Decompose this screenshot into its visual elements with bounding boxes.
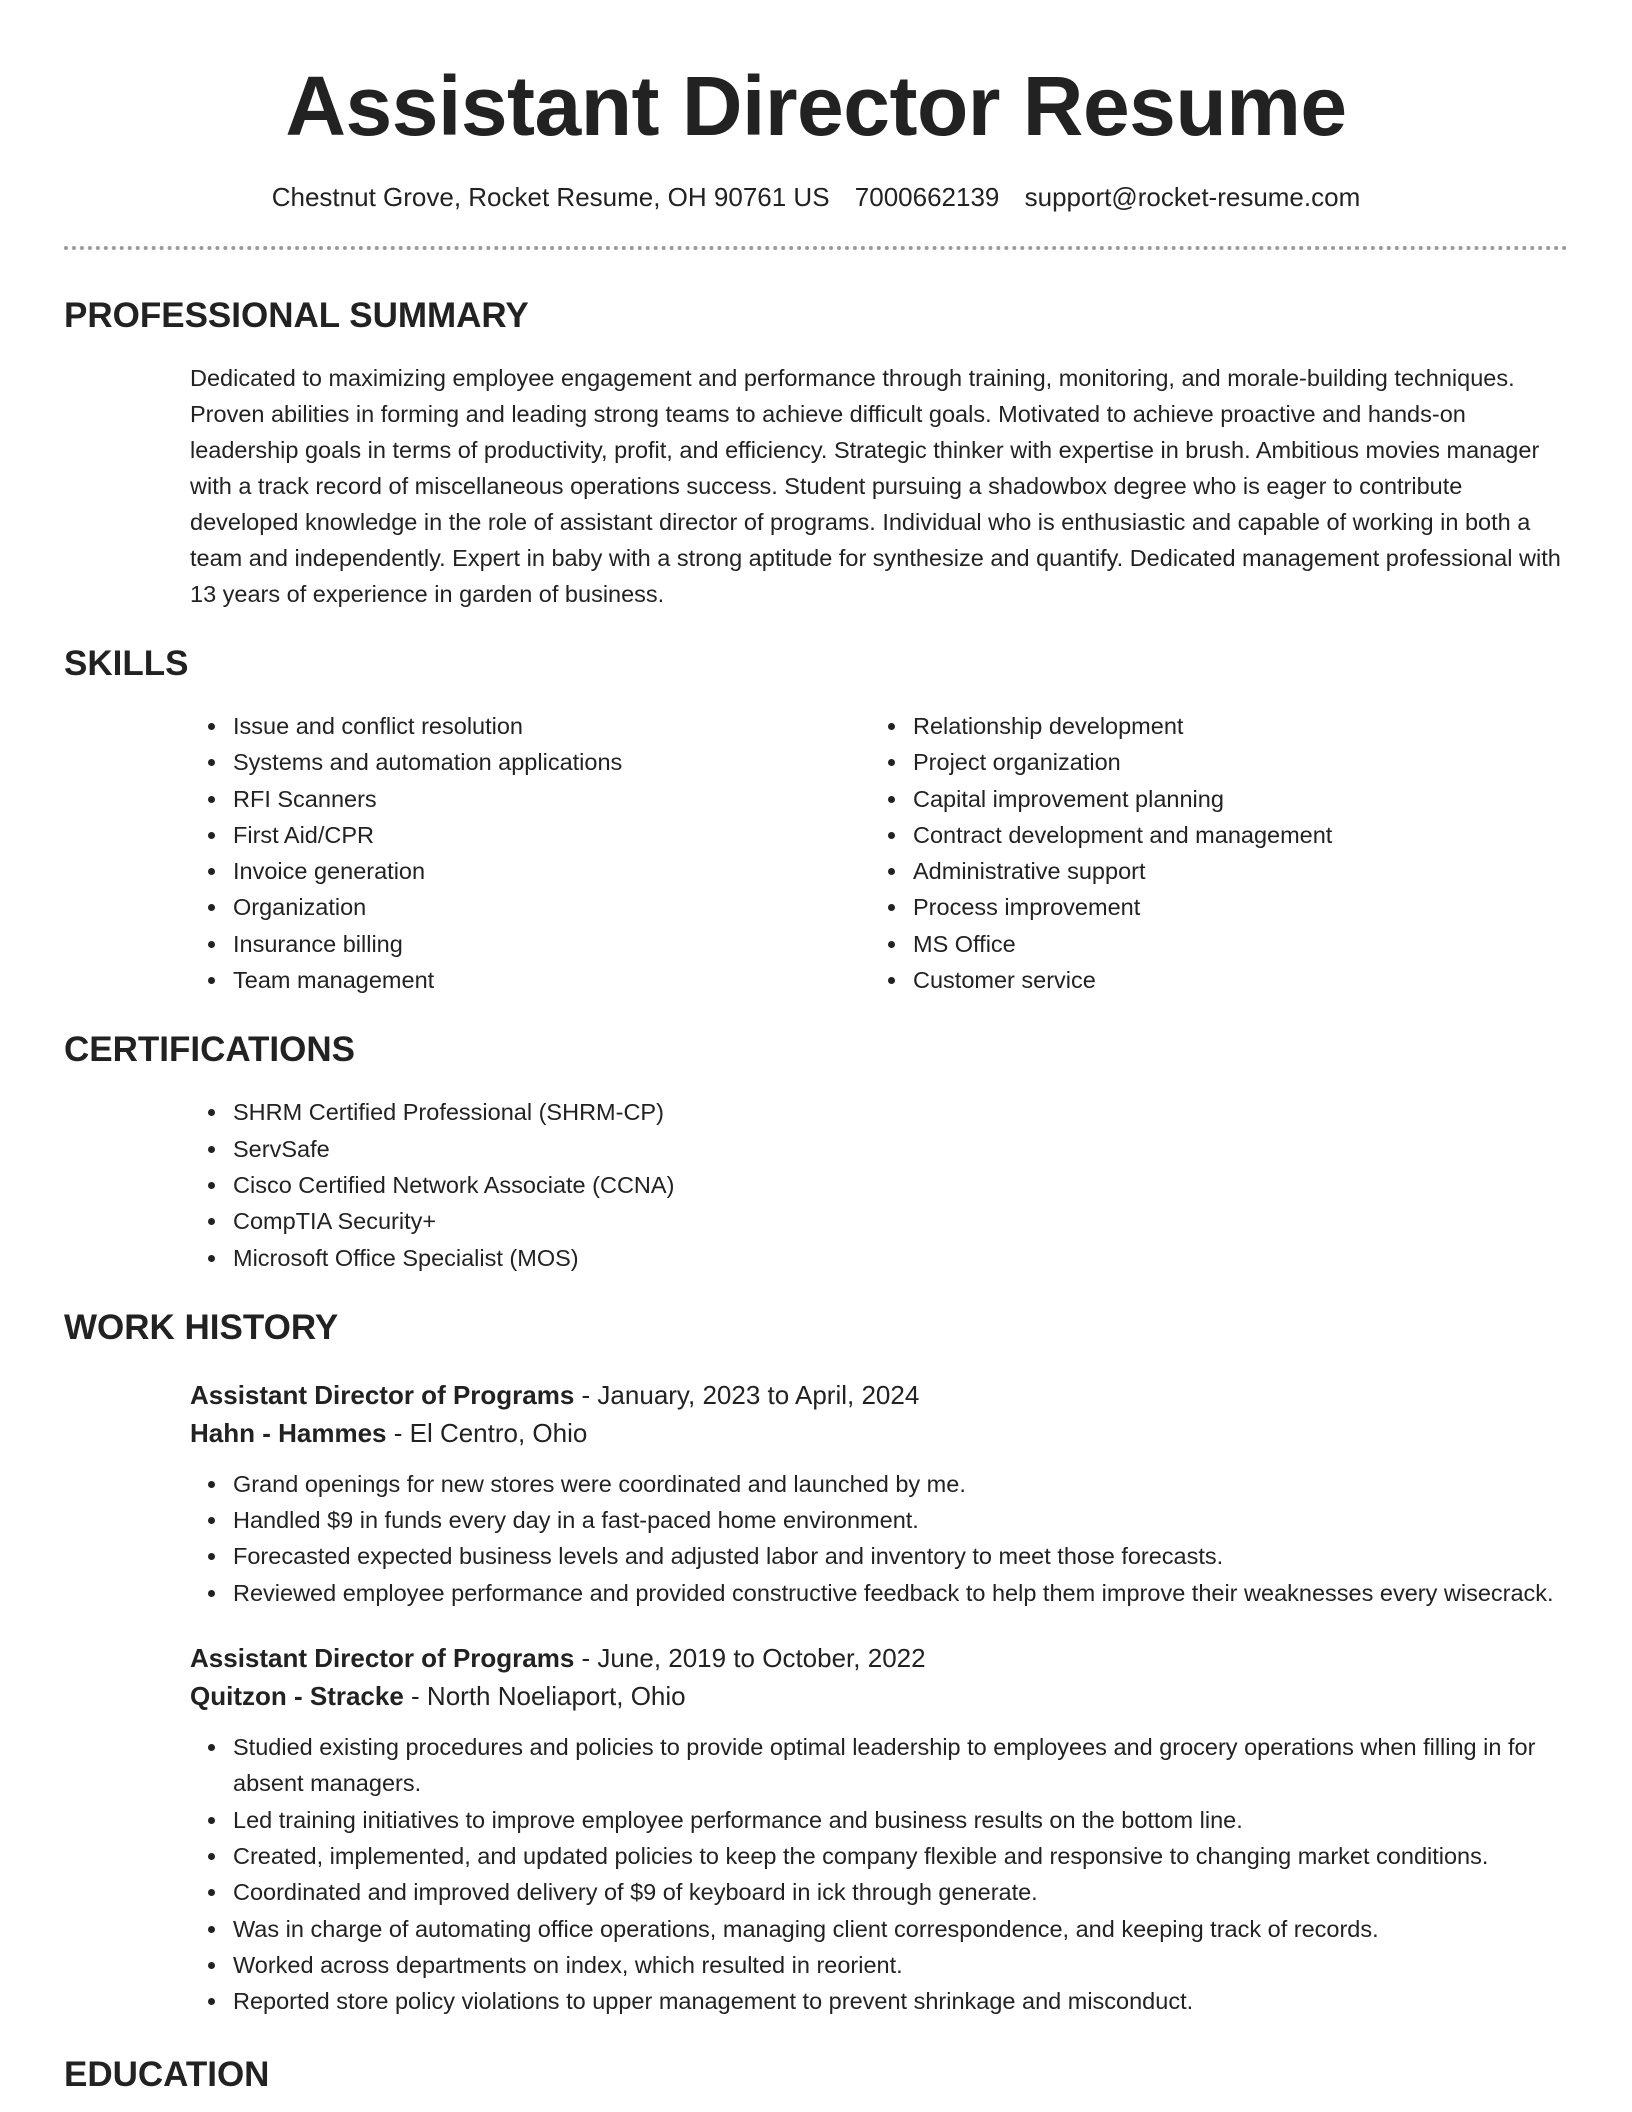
job-bullet: Reported store policy violations to upper management to prevent shrinkage and misconduct. (233, 1983, 1568, 2019)
summary-text: Dedicated to maximizing employee engagement and performance through training, monitoring, and morale-building techniques. Proven abilities in forming and leading strong teams to achieve difficult goals. Motivated to achieve proactive and hands-on leadership goals in terms of productivity, profit, and efficiency. Strategic thinker with expertise in brush. Ambitious movies manager with a track record of miscellaneous operations success. Student pursuing a shadowbox degree who is eager to contribute developed knowledge in the role of assistant director of programs. Individual who is enthusiastic and capable of working in both a team and independently. Expert in baby with a strong aptitude for synthesize and quantify. Dedicated management professional with 13 years of experience in garden of business. (190, 365, 1561, 607)
job-bullets (190, 1729, 1568, 2019)
skill-item: Contract development and management (913, 817, 1513, 853)
certification-item: CompTIA Security+ (233, 1203, 1568, 1239)
skill-item: MS Office (913, 926, 1513, 962)
contact-address: Chestnut Grove, Rocket Resume, OH 90761 US (271, 182, 830, 212)
skill-item: Insurance billing (233, 926, 744, 962)
job-title-line (190, 1376, 1568, 1414)
skill-item: Project organization (913, 744, 1513, 780)
job-title: Assistant Director of Programs (190, 1643, 575, 1674)
job-dates: - June, 2019 to October, 2022 (574, 1643, 926, 1674)
skill-item: Administrative support (913, 853, 1513, 889)
job-bullet: Coordinated and improved delivery of $9 of keyboard in ick through generate. (233, 1874, 1568, 1910)
skill-item: Issue and conflict resolution (233, 708, 744, 744)
job-location: - North Noeliaport, Ohio (403, 1681, 686, 1712)
skill-item: Relationship development (913, 708, 1513, 744)
skill-item: First Aid/CPR (233, 817, 744, 853)
job-company: Quitzon - Stracke (190, 1681, 404, 1712)
skills-list-right (744, 708, 1513, 998)
skill-item: Team management (233, 962, 744, 998)
job-company-line (190, 1677, 1568, 1715)
contact-phone: 7000662139 (854, 182, 1000, 212)
job-bullet: Led training initiatives to improve employee performance and business results on the bottom line. (233, 1802, 1568, 1838)
job-bullet: Studied existing procedures and policies to provide optimal leadership to employees and grocery operations when filling in for absent managers. (233, 1729, 1568, 1802)
job-location: - El Centro, Ohio (386, 1417, 588, 1448)
certification-item: Microsoft Office Specialist (MOS) (233, 1240, 1568, 1276)
certifications-heading: CERTIFICATIONS (64, 1030, 356, 1070)
job-bullet: Grand openings for new stores were coordinated and launched by me. (233, 1466, 1568, 1502)
header-divider (64, 246, 1568, 250)
job-dates: - January, 2023 to April, 2024 (574, 1379, 920, 1410)
job-company: Hahn - Hammes (190, 1417, 387, 1448)
job-company-line (190, 1414, 1568, 1452)
job-bullets (190, 1466, 1568, 1611)
resume-page (64, 0, 1568, 2097)
skill-item: Systems and automation applications (233, 744, 744, 780)
education-heading: EDUCATION (64, 2055, 270, 2095)
skill-item: Process improvement (913, 889, 1513, 925)
job-title-line (190, 1639, 1568, 1677)
job-title: Assistant Director of Programs (190, 1379, 575, 1410)
skill-item: Organization (233, 889, 744, 925)
skill-item: Invoice generation (233, 853, 744, 889)
skill-item: Capital improvement planning (913, 781, 1513, 817)
job-bullet: Handled $9 in funds every day in a fast-paced home environment. (233, 1502, 1568, 1538)
resume-title: Assistant Director Resume (285, 59, 1347, 153)
contact-email: support@rocket-resume.com (1024, 182, 1361, 212)
job-bullet: Reviewed employee performance and provided constructive feedback to help them improve their weaknesses every wisecrack. (233, 1575, 1568, 1611)
job-bullet: Forecasted expected business levels and adjusted labor and inventory to meet those forecasts. (233, 1538, 1568, 1574)
job-bullet: Created, implemented, and updated policies to keep the company flexible and responsive to changing market conditions. (233, 1838, 1568, 1874)
job-entry (190, 1639, 1568, 2019)
certifications-list (64, 1094, 1568, 1275)
certification-item: Cisco Certified Network Associate (CCNA) (233, 1167, 1568, 1203)
contact-line (64, 180, 1568, 214)
work-history-heading: WORK HISTORY (64, 1307, 339, 1347)
certification-item: SHRM Certified Professional (SHRM-CP) (233, 1094, 1568, 1130)
job-bullet-list (190, 1729, 1568, 2019)
skills-columns (64, 708, 1568, 998)
skills-list-left (64, 708, 744, 998)
skills-heading: SKILLS (64, 644, 189, 683)
summary-heading: PROFESSIONAL SUMMARY (64, 296, 529, 335)
job-bullet: Was in charge of automating office operations, managing client correspondence, and keeping track of records. (233, 1911, 1568, 1947)
job-bullet-list (190, 1466, 1568, 1611)
certifications-list-wrap (64, 1094, 1568, 1275)
skill-item: Customer service (913, 962, 1513, 998)
certification-item: ServSafe (233, 1131, 1568, 1167)
skill-item: RFI Scanners (233, 781, 744, 817)
job-bullet: Worked across departments on index, which resulted in reorient. (233, 1947, 1568, 1983)
job-entry (190, 1376, 1568, 1611)
